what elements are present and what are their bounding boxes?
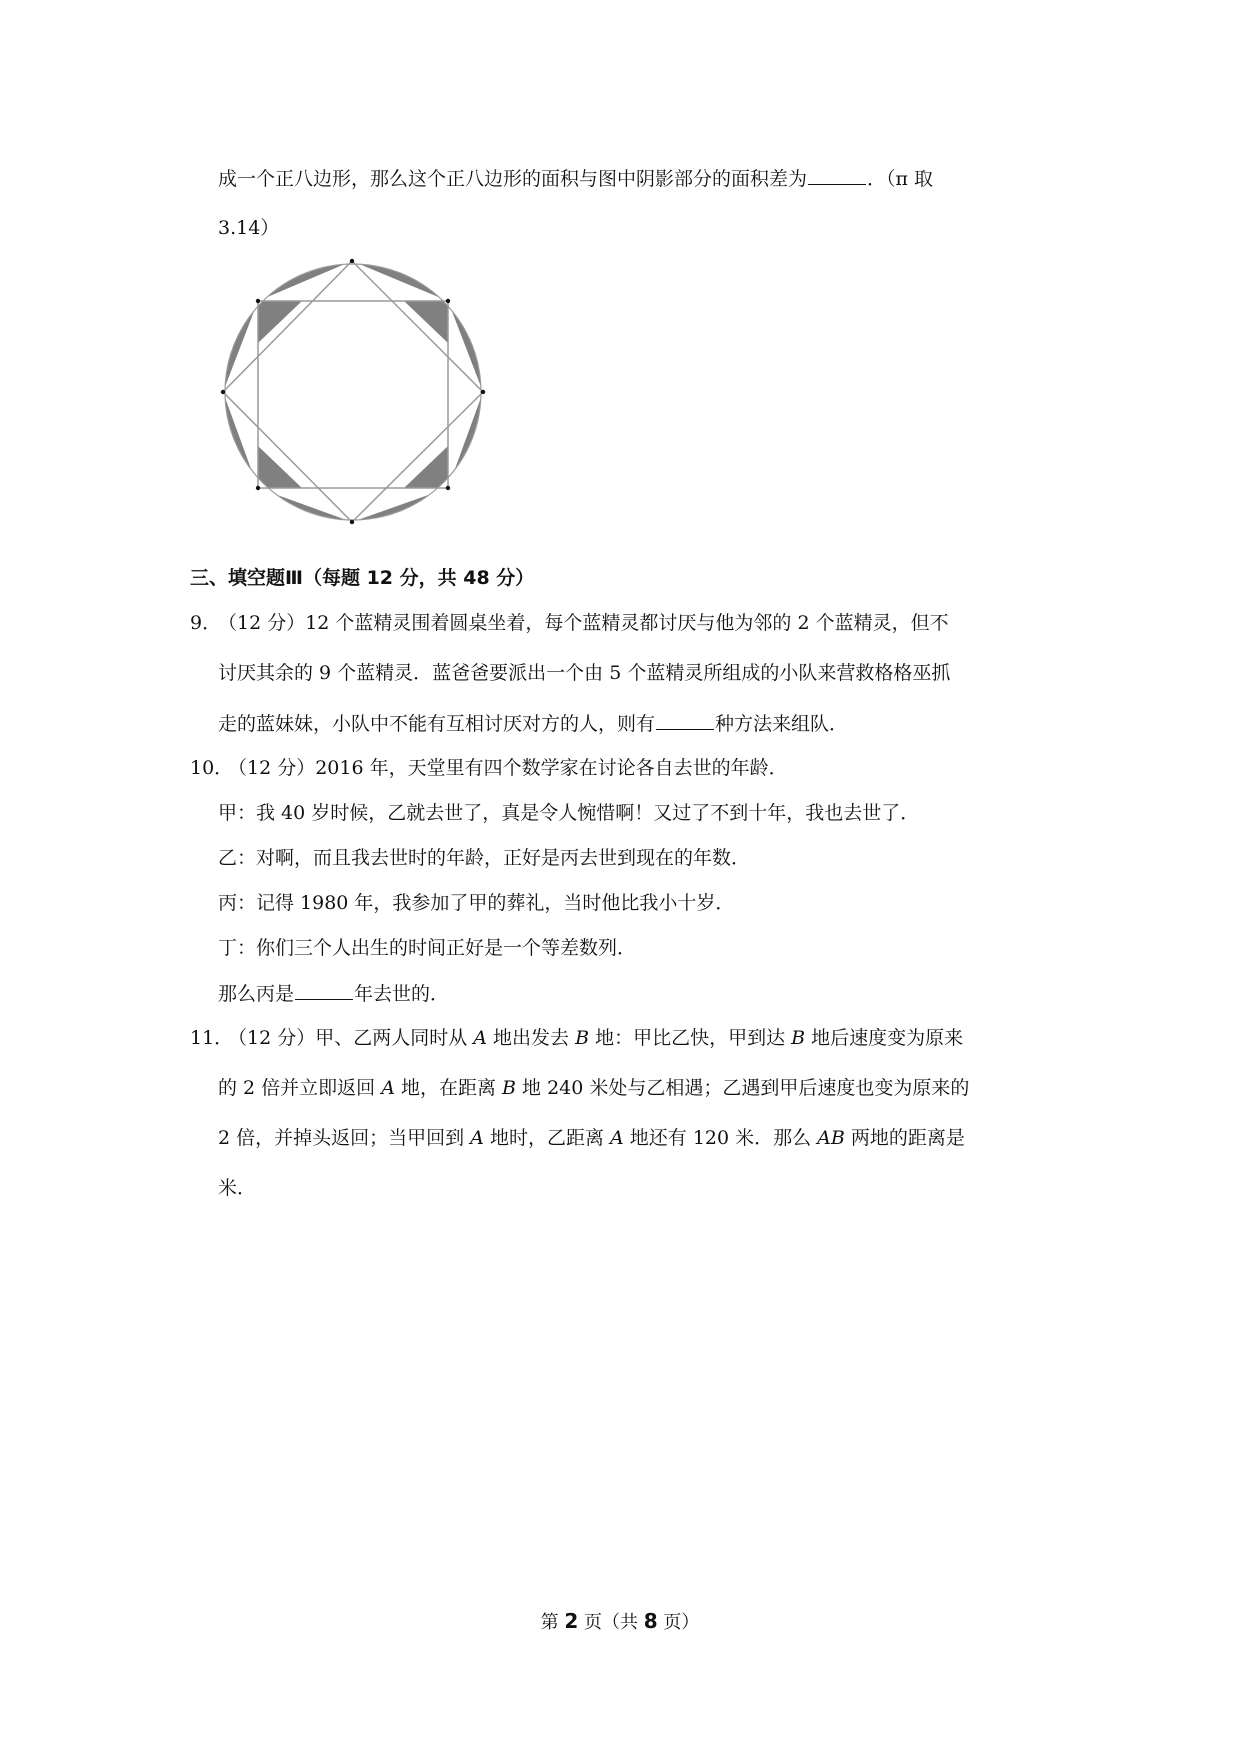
section-heading: 三、填空题Ⅲ（每题 12 分，共 48 分） [190, 567, 535, 589]
var-a: A [610, 1127, 624, 1149]
q10-jia: 甲：我 40 岁时候，乙就去世了，真是令人惋惜啊！又过了不到十年，我也去世了． [218, 802, 920, 824]
footer-text: 页） [657, 1612, 700, 1633]
q8-line1 [218, 166, 933, 191]
vertex [481, 390, 485, 394]
q10-bing: 丙：记得 1980 年，我参加了甲的葬礼，当时他比我小十岁． [218, 892, 735, 914]
var-a: A [381, 1077, 395, 1099]
q11-text: 地时，乙距离 [483, 1127, 610, 1149]
vertex [256, 299, 260, 303]
q9-line2: 讨厌其余的 9 个蓝精灵．蓝爸爸要派出一个由 5 个蓝精灵所组成的小队来营救格格巫抓 [218, 662, 951, 684]
q11-text: 的 2 倍并立即返回 [218, 1077, 382, 1099]
vertex [446, 486, 450, 490]
q11-text: 地：甲比乙快，甲到达 [589, 1027, 792, 1049]
var-ab: AB [817, 1127, 845, 1149]
q11-text: 地出发去 [487, 1027, 576, 1049]
q11-text: 地，在距离 [394, 1077, 503, 1099]
vertex [256, 486, 260, 490]
var-b: B [502, 1077, 517, 1099]
var-b: B [791, 1027, 806, 1049]
q10-line1: （12 分）2016 年，天堂里有四个数学家在讨论各自去世的年龄． [228, 757, 788, 779]
q10-ding: 丁：你们三个人出生的时间正好是一个等差数列． [218, 937, 637, 959]
page-number: 2 [564, 1609, 579, 1633]
answer-blank[interactable] [808, 166, 866, 185]
vertex [446, 299, 450, 303]
q9-number: 9． [190, 612, 222, 634]
q10-ask [218, 981, 449, 1006]
vertex [221, 390, 225, 394]
q11-text: 地后速度变为原来 [805, 1027, 964, 1049]
q11-text: 2 倍，并掉头返回；当甲回到 [218, 1127, 471, 1149]
q11-line4: 米． [218, 1177, 257, 1199]
var-a: A [473, 1027, 487, 1049]
footer-text: 页（共 [578, 1612, 644, 1633]
vertex [350, 259, 354, 263]
q10-yi: 乙：对啊，而且我去世时的年龄，正好是丙去世到现在的年数． [218, 847, 751, 869]
answer-blank[interactable] [656, 711, 714, 730]
page-footer [0, 1608, 1240, 1634]
q11-text: （12 分）甲、乙两人同时从 [228, 1027, 474, 1049]
q11-line3 [218, 1126, 965, 1150]
circle-octagon-figure [220, 258, 490, 528]
q10-ask-a: 那么丙是 [218, 983, 295, 1005]
var-b: B [575, 1027, 590, 1049]
answer-blank[interactable] [295, 981, 353, 1000]
vertex [350, 520, 354, 524]
q9-text-b: 种方法来组队． [715, 713, 849, 735]
q11-line2 [218, 1076, 969, 1100]
q10-ask-b: 年去世的． [354, 983, 450, 1005]
footer-text: 第 [540, 1612, 565, 1633]
q8-line2: 3.14） [218, 217, 280, 239]
var-a: A [470, 1127, 484, 1149]
q11-text: 地还有 120 米．那么 [623, 1127, 818, 1149]
q11-line1 [228, 1026, 963, 1050]
total-pages: 8 [643, 1609, 658, 1633]
q11-text: 两地的距离是 [844, 1127, 965, 1149]
q8-text-end: ．（π 取 [867, 168, 934, 190]
q9-line3 [218, 711, 848, 736]
q10-number: 10． [190, 757, 234, 779]
q11-number: 11． [190, 1027, 234, 1049]
q9-text-a: 走的蓝妹妹，小队中不能有互相讨厌对方的人，则有 [218, 713, 656, 735]
q9-line1: （12 分）12 个蓝精灵围着圆桌坐着，每个蓝精灵都讨厌与他为邻的 2 个蓝精灵，但不 [218, 612, 949, 634]
q8-text: 成一个正八边形，那么这个正八边形的面积与图中阴影部分的面积差为 [218, 168, 808, 190]
q11-text: 地 240 米处与乙相遇；乙遇到甲后速度也变为原来的 [516, 1077, 970, 1099]
